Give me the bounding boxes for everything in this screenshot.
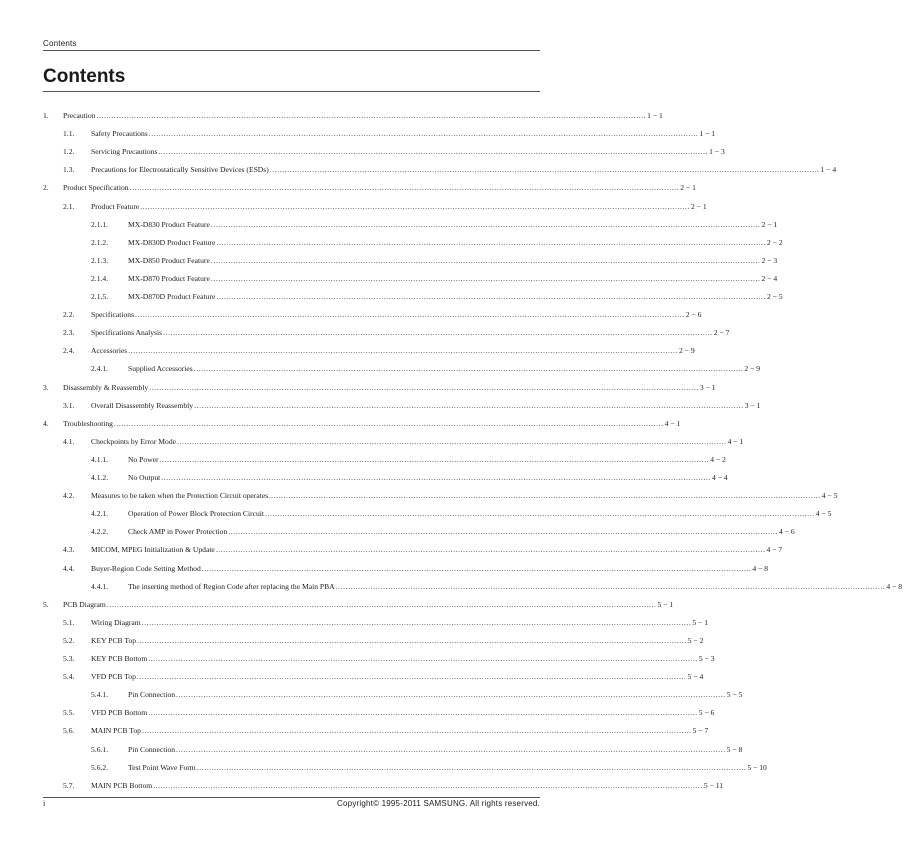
toc-entry-title: KEY PCB Top	[91, 635, 137, 645]
toc-entry-page: 5 − 3	[698, 654, 715, 663]
toc-entry-page: 5 − 8	[726, 744, 743, 754]
toc-entry-number: 5.6.	[63, 726, 75, 736]
toc-entry-title: Wiring Diagram	[91, 617, 141, 627]
toc-entry-page: 4 − 6	[778, 527, 795, 537]
toc-entry-page: 2 − 1	[690, 201, 707, 211]
toc-leader-dots: ............................................................................................................................................................................................................................	[128, 346, 678, 356]
toc-entry[interactable]	[91, 255, 778, 266]
page-title: Contents	[43, 66, 126, 87]
toc-entry[interactable]	[63, 346, 695, 356]
toc-entry[interactable]	[63, 400, 761, 411]
toc-entry-title: Product Specification	[63, 183, 129, 193]
toc-entry-number: 5.6.2.	[91, 762, 109, 772]
toc-entry-title: Product Feature	[91, 201, 140, 211]
toc-leader-dots: ............................................................................................................................................................................................................................	[148, 129, 699, 139]
toc-leader-dots: ............................................................................................................................................................................................................................	[196, 762, 747, 772]
toc-entry-page: 1 − 4	[820, 165, 837, 175]
toc-entry-number: 3.1.	[63, 400, 75, 410]
toc-entry-page: 4 − 1	[664, 418, 681, 428]
toc-leader-dots: ............................................................................................................................................................................................................................	[265, 509, 815, 519]
toc-entry[interactable]	[43, 183, 696, 193]
toc-entry[interactable]	[91, 473, 728, 483]
toc-entry-page: 5 − 2	[687, 635, 704, 645]
toc-entry-number: 2.1.1.	[91, 219, 109, 229]
toc-leader-dots: ............................................................................................................................................................................................................................	[159, 454, 710, 464]
toc-leader-dots: ............................................................................................................................................................................................................................	[210, 219, 761, 229]
toc-entry-page: 5 − 5	[726, 690, 743, 700]
toc-leader-dots: ............................................................................................................................................................................................................................	[96, 111, 647, 120]
toc-entry[interactable]	[91, 527, 795, 537]
toc-entry-title: Disassembly & Reassembly	[63, 382, 149, 392]
toc-leader-dots: ............................................................................................................................................................................................................................	[216, 292, 766, 301]
toc-entry[interactable]	[63, 726, 709, 736]
toc-entry-number: 2.4.1.	[91, 364, 109, 374]
toc-entry[interactable]	[91, 273, 778, 284]
toc-entry-title: Buyer-Region Code Setting Method	[91, 563, 201, 573]
toc-entry-title: PCB Diagram	[63, 599, 106, 609]
toc-leader-dots: ............................................................................................................................................................................................................................	[176, 690, 726, 700]
toc-entry-number: 2.1.2.	[91, 237, 109, 247]
toc-entry-number: 4.2.	[63, 491, 75, 501]
toc-entry[interactable]	[91, 509, 832, 519]
toc-entry-page: 4 − 7	[766, 545, 783, 555]
toc-entry-title: Operation of Power Block Protection Circuit	[128, 509, 265, 519]
toc-entry-page: 1 − 1	[647, 111, 663, 120]
toc-leader-dots: ............................................................................................................................................................................................................................	[161, 473, 711, 482]
toc-entry-title: Pin Connection	[128, 690, 176, 700]
toc-entry-number: 4.2.1.	[91, 509, 109, 519]
toc-entry-title: Troubleshooting	[63, 418, 113, 428]
toc-leader-dots: ............................................................................................................................................................................................................................	[335, 581, 886, 591]
toc-entry[interactable]	[91, 364, 761, 374]
toc-entry-title: MICOM, MPEG Initialization & Update	[91, 545, 215, 555]
toc-entry-title: KEY PCB Bottom	[91, 654, 148, 663]
toc-entry-page: 4 − 5	[815, 509, 832, 519]
toc-leader-dots: ............................................................................................................................................................................................................................	[106, 599, 657, 609]
toc-entry-title: MX-D870D Product Feature	[128, 292, 216, 301]
toc-entry-title: MX-D850 Product Feature	[128, 255, 210, 265]
toc-entry-number: 2.1.	[63, 201, 75, 211]
toc-entry-page: 4 − 2	[710, 454, 726, 464]
toc-entry-number: 2.2.	[63, 310, 75, 320]
toc-leader-dots: ............................................................................................................................................................................................................................	[141, 726, 692, 736]
toc-entry-title: No Output	[128, 473, 161, 482]
toc-entry[interactable]	[91, 744, 743, 755]
toc-entry[interactable]	[63, 147, 725, 157]
toc-entry-page: 1 − 3	[709, 147, 725, 157]
toc-entry-page: 2 − 2	[766, 237, 783, 247]
toc-entry[interactable]	[91, 690, 743, 700]
toc-entry-number: 4.3.	[63, 545, 75, 555]
toc-leader-dots: ............................................................................................................................................................................................................................	[135, 310, 685, 320]
toc-entry-title: Test Point Wave Form	[128, 762, 196, 772]
toc-entry-title: The inserting method of Region Code after replacing the Main PBA	[128, 581, 335, 591]
toc-entry[interactable]	[63, 201, 707, 212]
toc-entry-title: Supplied Accessories	[128, 364, 193, 374]
toc-entry[interactable]	[63, 436, 744, 447]
toc-entry-number: 1.3.	[63, 165, 75, 175]
toc-entry-title: Accessories	[91, 346, 128, 356]
toc-entry[interactable]	[43, 382, 716, 393]
toc-entry-page: 2 − 4	[761, 273, 778, 283]
toc-entry[interactable]	[91, 454, 726, 465]
toc-entry-title: MAIN PCB Bottom	[91, 780, 153, 790]
toc-entry-page: 1 − 1	[699, 129, 716, 139]
toc-entry-page: 5 − 1	[692, 617, 709, 627]
toc-entry-page: 4 − 8	[886, 581, 903, 591]
toc-entry-number: 2.3.	[63, 328, 75, 338]
toc-entry-page: 4 − 5	[821, 491, 838, 501]
toc-leader-dots: ............................................................................................................................................................................................................................	[269, 165, 820, 175]
toc-leader-dots: ............................................................................................................................................................................................................................	[216, 237, 766, 247]
toc-entry-page: 5 − 11	[703, 780, 724, 790]
toc-entry-title: Check AMP in Power Protection	[128, 527, 228, 537]
toc-entry-page: 3 − 1	[744, 400, 761, 410]
toc-entry[interactable]	[63, 780, 724, 791]
toc-leader-dots: ............................................................................................................................................................................................................................	[163, 328, 713, 338]
toc-leader-dots: ............................................................................................................................................................................................................................	[210, 273, 761, 283]
toc-entry[interactable]	[63, 635, 704, 646]
toc-leader-dots: ............................................................................................................................................................................................................................	[148, 708, 698, 718]
toc-entry-title: VFD PCB Top	[91, 672, 136, 682]
toc-entry-number: 2.4.	[63, 346, 75, 356]
toc-entry-number: 5.7.	[63, 780, 75, 790]
toc-entry-page: 5 − 1	[657, 599, 674, 609]
toc-entry-title: MX-D830D Product Feature	[128, 237, 216, 247]
toc-entry[interactable]	[91, 292, 783, 302]
toc-entry-number: 5.1.	[63, 617, 75, 627]
toc-entry-number: 5.5.	[63, 708, 75, 718]
toc-entry[interactable]	[91, 237, 783, 248]
toc-entry-page: 3 − 1	[699, 382, 716, 392]
toc-entry[interactable]	[63, 672, 704, 682]
footer-rule	[43, 797, 540, 798]
toc-entry-title: Servicing Precautions	[91, 147, 158, 157]
toc-entry-title: Safety Precautions	[91, 129, 148, 139]
toc-entry-number: 2.	[43, 183, 49, 193]
toc-entry-number: 1.2.	[63, 147, 75, 157]
toc-leader-dots: ............................................................................................................................................................................................................................	[210, 255, 761, 265]
toc-leader-dots: ............................................................................................................................................................................................................................	[137, 635, 687, 645]
toc-leader-dots: ............................................................................................................................................................................................................................	[193, 364, 744, 374]
toc-entry[interactable]	[91, 581, 903, 592]
toc-entry-page: 2 − 6	[685, 310, 702, 320]
toc-entry[interactable]	[43, 599, 674, 610]
toc-entry[interactable]	[63, 654, 715, 664]
toc-entry-number: 4.2.2.	[91, 527, 109, 537]
toc-entry[interactable]	[63, 563, 769, 574]
toc-leader-dots: ............................................................................................................................................................................................................................	[271, 491, 821, 501]
toc-leader-dots: ............................................................................................................................................................................................................................	[176, 744, 726, 754]
toc-entry[interactable]	[91, 219, 778, 230]
toc-entry-number: 4.	[43, 418, 49, 428]
toc-entry-page: 4 − 8	[752, 563, 769, 573]
toc-entry-page: 5 − 4	[687, 672, 704, 682]
copyright-notice: Copyright© 1995-2011 SAMSUNG. All rights reserved.	[337, 799, 540, 808]
toc-entry-number: 5.4.	[63, 672, 75, 682]
toc-entry-page: 2 − 9	[678, 346, 695, 356]
toc-entry[interactable]	[91, 762, 767, 773]
toc-entry-number: 4.1.2.	[91, 473, 109, 482]
toc-entry-page: 4 − 4	[711, 473, 728, 482]
toc-entry-page: 4 − 1	[727, 436, 744, 446]
toc-entry-number: 1.1.	[63, 129, 75, 139]
toc-entry-title: MX-D870 Product Feature	[128, 273, 210, 283]
toc-leader-dots: ............................................................................................................................................................................................................................	[201, 563, 752, 573]
toc-leader-dots: ............................................................................................................................................................................................................................	[148, 654, 698, 663]
toc-entry-page: 2 − 7	[713, 328, 730, 338]
toc-leader-dots: ............................................................................................................................................................................................................................	[141, 617, 692, 627]
toc-entry-title: VFD PCB Bottom	[91, 708, 148, 718]
toc-leader-dots: ............................................................................................................................................................................................................................	[129, 183, 680, 193]
toc-entry-number: 5.6.1.	[91, 744, 109, 754]
toc-entry-title: Precautions for Electrostatically Sensitive Devices (ESDs)	[91, 165, 269, 175]
toc-entry-number: 4.1.1.	[91, 454, 109, 464]
toc-entry-number: 2.1.3.	[91, 255, 109, 265]
toc-entry[interactable]	[63, 328, 730, 338]
toc-entry-page: 5 − 7	[692, 726, 709, 736]
toc-entry-title: Checkpoints by Error Mode	[91, 436, 176, 446]
toc-entry-number: 4.1.	[63, 436, 75, 446]
toc-entry[interactable]	[43, 111, 663, 121]
toc-entry-title: MAIN PCB Top	[91, 726, 141, 736]
toc-entry-title: Overall Disassembly Reassembly	[91, 400, 194, 410]
toc-entry-number: 1.	[43, 111, 49, 120]
page-number: i	[43, 799, 46, 808]
toc-leader-dots: ............................................................................................................................................................................................................................	[194, 400, 744, 410]
toc-entry-page: 2 − 1	[680, 183, 696, 193]
toc-entry-page: 2 − 3	[761, 255, 778, 265]
toc-leader-dots: ............................................................................................................................................................................................................................	[149, 382, 699, 392]
toc-entry-page: 2 − 1	[761, 219, 778, 229]
toc-entry[interactable]	[63, 617, 709, 628]
toc-entry-title: Precaution	[63, 111, 96, 120]
toc-leader-dots: ............................................................................................................................................................................................................................	[228, 527, 778, 537]
toc-entry[interactable]	[63, 129, 716, 139]
toc-entry-title: Specifications Analysis	[91, 328, 163, 338]
toc-leader-dots: ............................................................................................................................................................................................................................	[158, 147, 709, 157]
toc-entry-number: 4.4.1.	[91, 581, 109, 591]
toc-entry[interactable]	[63, 708, 715, 718]
toc-entry-number: 5.	[43, 599, 49, 609]
toc-entry-number: 5.2.	[63, 635, 75, 645]
toc-entry[interactable]	[43, 418, 681, 429]
toc-leader-dots: ............................................................................................................................................................................................................................	[153, 780, 703, 790]
toc-entry[interactable]	[63, 310, 702, 320]
toc-entry-page: 5 − 6	[698, 708, 715, 718]
running-header: Contents	[43, 39, 77, 48]
toc-entry-title: Pin Connection	[128, 744, 176, 754]
toc-entry-number: 3.	[43, 382, 49, 392]
toc-leader-dots: ............................................................................................................................................................................................................................	[136, 672, 687, 682]
toc-entry-number: 4.4.	[63, 563, 75, 573]
toc-leader-dots: ............................................................................................................................................................................................................................	[113, 418, 664, 428]
toc-entry[interactable]	[63, 165, 837, 175]
toc-entry-number: 5.4.1.	[91, 690, 109, 700]
toc-entry-page: 2 − 5	[766, 292, 783, 301]
toc-leader-dots: ............................................................................................................................................................................................................................	[215, 545, 766, 555]
toc-entry[interactable]	[63, 491, 838, 501]
toc-entry-title: No Power	[128, 454, 159, 464]
toc-entry-number: 5.3.	[63, 654, 75, 663]
toc-leader-dots: ............................................................................................................................................................................................................................	[140, 201, 690, 211]
toc-entry-page: 5 − 10	[747, 762, 767, 772]
toc-entry-page: 2 − 9	[744, 364, 761, 374]
toc-entry-number: 2.1.5.	[91, 292, 109, 301]
toc-entry-title: Measures to be taken when the Protection Circuit operates.	[91, 491, 271, 501]
toc-entry-number: 2.1.4.	[91, 273, 109, 283]
toc-leader-dots: ............................................................................................................................................................................................................................	[177, 436, 727, 446]
toc-entry-title: MX-D830 Product Feature	[128, 219, 210, 229]
toc-entry-title: Specifications	[91, 310, 135, 320]
toc-entry[interactable]	[63, 545, 783, 555]
